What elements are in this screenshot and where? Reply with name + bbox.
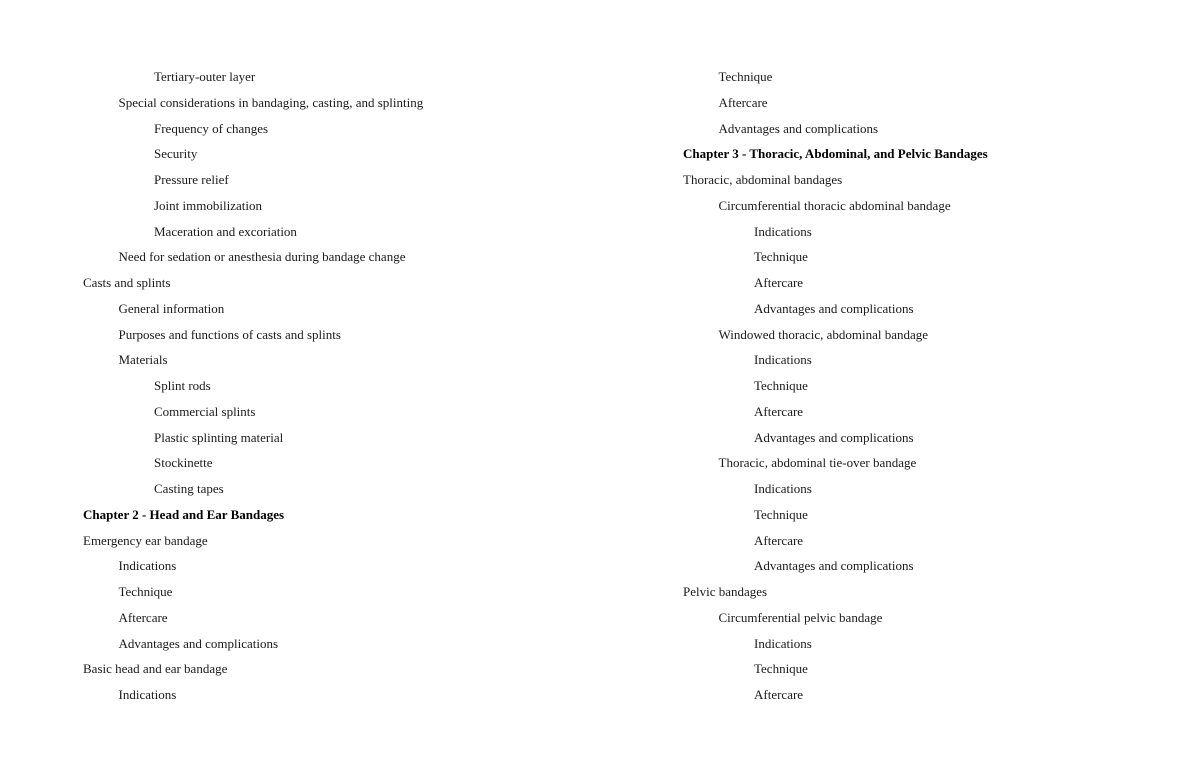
toc-entry: Indications bbox=[118, 558, 177, 574]
toc-right-column bbox=[683, 64, 1200, 708]
toc-entry: Security bbox=[154, 146, 198, 162]
toc-entry: Casts and splints bbox=[83, 275, 171, 290]
toc-entry: Thoracic, abdominal tie-over bandage bbox=[718, 455, 917, 471]
chapter-heading: Chapter 2 - Head and Ear Bandages bbox=[83, 506, 285, 522]
toc-entry: Special considerations in bandaging, casting, and splinting bbox=[118, 94, 424, 110]
toc-entry: Commercial splints bbox=[154, 403, 256, 419]
toc-entry: Indications bbox=[754, 635, 812, 651]
toc-entry: Technique bbox=[754, 506, 808, 522]
toc-entry: Splint rods bbox=[154, 378, 211, 393]
toc-entry: Windowed thoracic, abdominal bandage bbox=[718, 326, 929, 342]
toc-entry: Advantages and complications bbox=[754, 429, 914, 445]
toc-entry: Circumferential pelvic bandage bbox=[718, 609, 883, 625]
toc-left-column bbox=[83, 64, 603, 708]
toc-entry: Casting tapes bbox=[154, 481, 224, 496]
toc-entry: Tertiary-outer layer bbox=[154, 69, 256, 84]
toc-entry: Aftercare bbox=[718, 94, 768, 110]
toc-entry: Emergency ear bandage bbox=[83, 532, 208, 548]
toc-entry: Advantages and complications bbox=[118, 635, 279, 651]
toc-entry: Aftercare bbox=[754, 687, 804, 702]
toc-entry: Joint immobilization bbox=[154, 197, 262, 213]
toc-entry: Advantages and complications bbox=[718, 120, 879, 136]
toc-entry: Aftercare bbox=[118, 609, 168, 625]
toc-entry: Frequency of changes bbox=[154, 120, 269, 136]
toc-entry: Technique bbox=[754, 661, 808, 677]
toc-entry: General information bbox=[118, 300, 225, 316]
toc-entry: Indications bbox=[118, 687, 177, 702]
toc-entry: Advantages and complications bbox=[754, 558, 914, 574]
toc-entry: Aftercare bbox=[754, 532, 804, 548]
toc-entry: Pelvic bandages bbox=[683, 584, 768, 599]
toc-entry: Circumferential thoracic abdominal bandage bbox=[718, 197, 951, 213]
toc-entry: Plastic splinting material bbox=[154, 429, 284, 445]
toc-entry: Materials bbox=[118, 352, 168, 368]
toc-entry: Aftercare bbox=[754, 275, 804, 290]
toc-entry: Aftercare bbox=[754, 403, 804, 419]
toc-entry: Indications bbox=[754, 352, 812, 368]
toc-entry: Technique bbox=[754, 378, 808, 393]
toc-entry: Need for sedation or anesthesia during bandage change bbox=[118, 249, 406, 265]
toc-entry: Indications bbox=[754, 223, 812, 239]
toc-entry: Basic head and ear bandage bbox=[83, 661, 228, 677]
toc-entry: Stockinette bbox=[154, 455, 213, 471]
toc-entry: Indications bbox=[754, 481, 812, 496]
toc-entry: Technique bbox=[754, 249, 808, 265]
toc-entry: Purposes and functions of casts and splints bbox=[118, 326, 341, 342]
toc-entry: Maceration and excoriation bbox=[154, 223, 297, 239]
toc-entry: Thoracic, abdominal bandages bbox=[683, 172, 843, 187]
toc-entry: Pressure relief bbox=[154, 172, 229, 187]
toc-entry: Technique bbox=[118, 584, 173, 599]
toc-entry: Technique bbox=[718, 69, 773, 84]
toc-entry: Advantages and complications bbox=[754, 300, 914, 316]
chapter-heading: Chapter 3 - Thoracic, Abdominal, and Pelvic Bandages bbox=[683, 146, 988, 162]
